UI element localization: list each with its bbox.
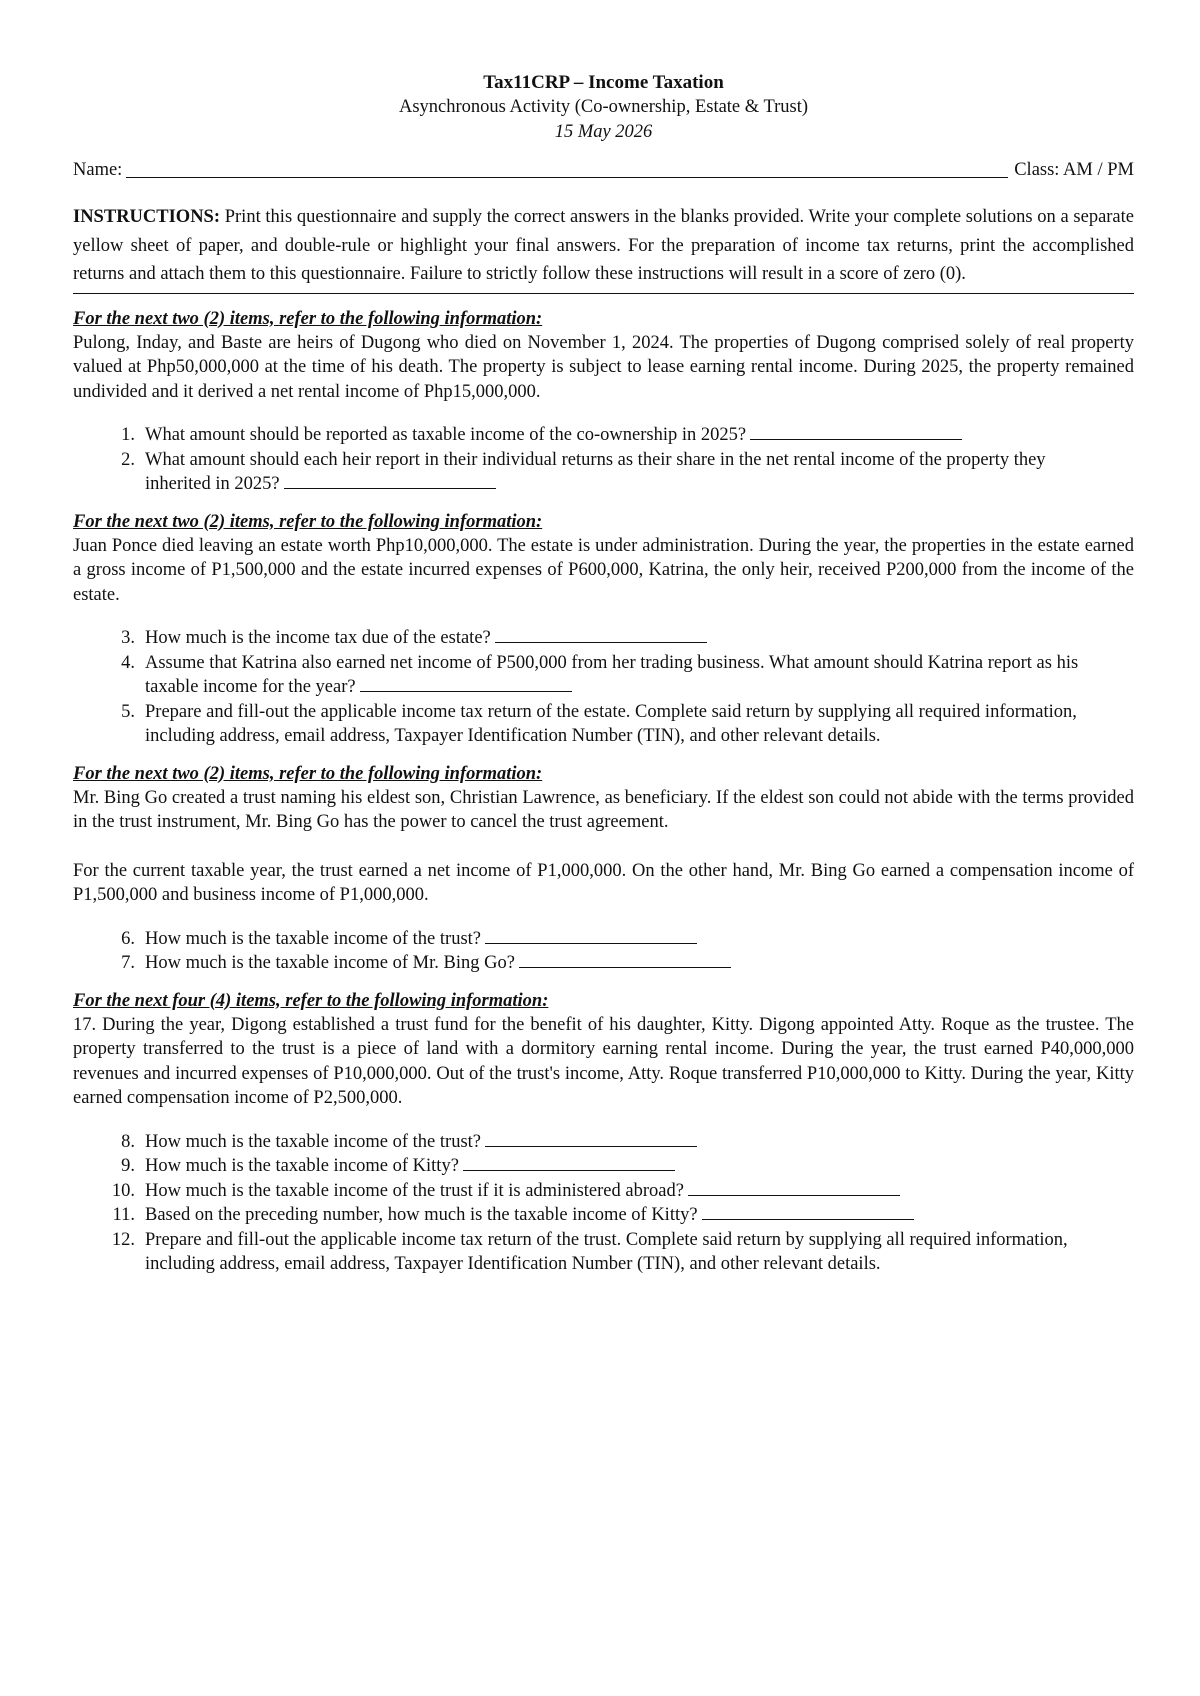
section-paragraph: Juan Ponce died leaving an estate worth Php10,000,000. The estate is under administration. During the year, the properties in the estate earned a gross income of P1,500,000 and the estate incurred expenses of P600,000, Katrina, the only heir, received P200,000 from the income of the estate. bbox=[73, 535, 1134, 605]
activity-date: 15 May 2026 bbox=[554, 122, 653, 142]
answer-blank[interactable] bbox=[485, 1131, 697, 1147]
question-item bbox=[73, 423, 1134, 448]
question-text-container bbox=[145, 626, 1134, 651]
question-sections bbox=[73, 308, 1134, 1277]
question-list bbox=[73, 423, 1134, 497]
section-paragraph: 17. During the year, Digong established a trust fund for the benefit of his daughter, Kitty. Digong appointed Atty. Roque as the trustee. The property transferred to the trust is a piece of land with a dormitory earning rental income. During the year, the trust earned P40,000,000 revenues and incurred expenses of P10,000,000. Out of the trust's income, Atty. Roque transferred P10,000,000 to Kitty. During the year, Kitty earned compensation income of P2,500,000. bbox=[73, 1014, 1134, 1108]
section-paragraph: Mr. Bing Go created a trust naming his eldest son, Christian Lawrence, as beneficiary. If the eldest son could not abide with the terms provided in the trust instrument, Mr. Bing Go has the power to cancel the trust agreement. bbox=[73, 787, 1134, 832]
question-item bbox=[73, 626, 1134, 651]
answer-blank[interactable] bbox=[463, 1155, 675, 1171]
question-item bbox=[73, 951, 1134, 976]
answer-blank[interactable] bbox=[360, 676, 572, 692]
question-text: How much is the taxable income of Kitty? bbox=[145, 1156, 459, 1176]
question-text-container bbox=[145, 1130, 1134, 1155]
question-text-container bbox=[145, 448, 1134, 497]
question-item bbox=[73, 700, 1134, 749]
section-heading: For the next two (2) items, refer to the following information: bbox=[73, 511, 543, 532]
question-list bbox=[73, 1130, 1134, 1277]
name-label: Name: bbox=[73, 160, 123, 180]
question-number: 12. bbox=[111, 1229, 135, 1250]
question-text-container bbox=[145, 700, 1134, 749]
class-label: Class: AM / PM bbox=[1014, 160, 1134, 180]
question-text: Assume that Katrina also earned net income of P500,000 from her trading business. What amount should Katrina report as his taxable income for the year? bbox=[145, 652, 1079, 697]
question-text-container bbox=[145, 1154, 1134, 1179]
answer-blank[interactable] bbox=[688, 1180, 900, 1196]
question-text: Prepare and fill-out the applicable income tax return of the estate. Complete said return by supplying all required information, including address, email address, Taxpayer Identification Number (TIN), and other relevant details. bbox=[145, 701, 1077, 746]
answer-blank[interactable] bbox=[284, 473, 496, 489]
instructions-text: Print this questionnaire and supply the correct answers in the blanks provided. Write your complete solutions on a separate yellow sheet of paper, and double-rule or highlight your final answers. For the preparation of income tax returns, print the accomplished returns and attach them to this questionnaire. Failure to strictly follow these instructions will result in a score of zero (0). bbox=[73, 207, 1134, 284]
section-heading: For the next two (2) items, refer to the following information: bbox=[73, 308, 543, 329]
question-number: 2. bbox=[121, 449, 135, 470]
name-blank-line bbox=[126, 176, 1008, 178]
question-number: 11. bbox=[112, 1205, 135, 1225]
activity-subtitle: Asynchronous Activity (Co-ownership, Estate & Trust) bbox=[398, 97, 809, 117]
question-text: How much is the taxable income of the trust? bbox=[145, 1131, 481, 1152]
question-number: 1. bbox=[121, 425, 135, 445]
question-text: How much is the income tax due of the estate? bbox=[145, 628, 491, 648]
answer-blank[interactable] bbox=[702, 1204, 914, 1220]
question-text: What amount should each heir report in their individual returns as their share in the net rental income of the property they inherited in 2025? bbox=[145, 449, 1046, 494]
question-list bbox=[73, 927, 1134, 976]
question-text: How much is the taxable income of the trust? bbox=[145, 928, 481, 949]
question-number: 7. bbox=[121, 953, 135, 973]
instructions-paragraph bbox=[73, 203, 1134, 289]
course-title: Tax11CRP – Income Taxation bbox=[483, 72, 724, 93]
question-text-container bbox=[145, 951, 1134, 976]
question-text: What amount should be reported as taxable income of the co-ownership in 2025? bbox=[145, 425, 747, 445]
question-text: Prepare and fill-out the applicable income tax return of the trust. Complete said return by supplying all required information, including address, email address, Taxpayer Identification Number (TIN), and other relevant details. bbox=[145, 1229, 1068, 1274]
question-section bbox=[73, 511, 1134, 749]
question-item bbox=[73, 1228, 1134, 1277]
answer-blank[interactable] bbox=[485, 928, 697, 944]
section-heading: For the next two (2) items, refer to the following information: bbox=[73, 763, 543, 784]
document-header bbox=[73, 70, 1134, 145]
question-item bbox=[73, 1154, 1134, 1179]
horizontal-divider bbox=[73, 293, 1134, 294]
question-section bbox=[73, 763, 1134, 976]
answer-blank[interactable] bbox=[750, 424, 962, 440]
question-number: 4. bbox=[121, 652, 135, 673]
name-class-row bbox=[73, 158, 1134, 183]
answer-blank[interactable] bbox=[495, 627, 707, 643]
question-item bbox=[73, 1179, 1134, 1204]
question-text-container bbox=[145, 651, 1134, 700]
question-item bbox=[73, 651, 1134, 700]
question-item bbox=[73, 927, 1134, 952]
question-number: 5. bbox=[121, 701, 135, 722]
question-item bbox=[73, 1130, 1134, 1155]
question-number: 8. bbox=[121, 1131, 135, 1152]
instructions-label: INSTRUCTIONS: bbox=[73, 207, 221, 227]
section-heading: For the next four (4) items, refer to the following information: bbox=[73, 990, 549, 1011]
question-text-container bbox=[145, 1203, 1134, 1228]
question-item bbox=[73, 448, 1134, 497]
question-number: 10. bbox=[111, 1180, 135, 1201]
answer-blank[interactable] bbox=[519, 952, 731, 968]
question-text: How much is the taxable income of the trust if it is administered abroad? bbox=[145, 1180, 684, 1201]
question-number: 9. bbox=[121, 1156, 135, 1176]
section-paragraph: For the current taxable year, the trust earned a net income of P1,000,000. On the other hand, Mr. Bing Go earned a compensation income of P1,500,000 and business income of P1,000,000. bbox=[73, 860, 1134, 905]
question-text: How much is the taxable income of Mr. Bing Go? bbox=[145, 953, 515, 973]
question-section bbox=[73, 990, 1134, 1277]
question-text-container bbox=[145, 927, 1134, 952]
section-paragraph: Pulong, Inday, and Baste are heirs of Dugong who died on November 1, 2024. The properties of Dugong comprised solely of real property valued at Php50,000,000 at the time of his death. The property is subject to lease earning rental income. During 2025, the property remained undivided and it derived a net rental income of Php15,000,000. bbox=[73, 332, 1134, 402]
question-text-container bbox=[145, 1179, 1134, 1204]
question-list bbox=[73, 626, 1134, 749]
question-text-container bbox=[145, 423, 1134, 448]
question-number: 6. bbox=[121, 928, 135, 949]
question-text: Based on the preceding number, how much is the taxable income of Kitty? bbox=[145, 1205, 698, 1225]
question-text-container bbox=[145, 1228, 1134, 1277]
question-item bbox=[73, 1203, 1134, 1228]
question-number: 3. bbox=[121, 628, 135, 648]
question-section bbox=[73, 308, 1134, 497]
